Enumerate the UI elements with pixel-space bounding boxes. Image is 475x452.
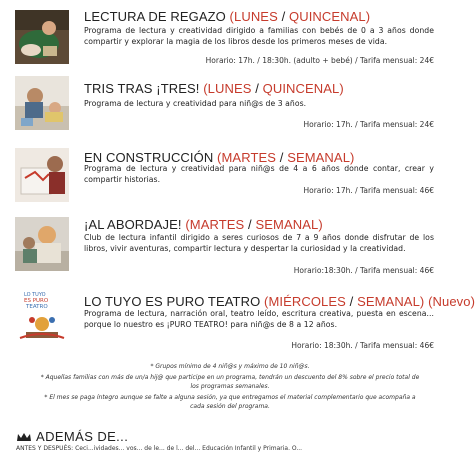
notes: [40, 362, 420, 411]
program-photo: [15, 76, 69, 130]
program-schedule: Horario:18:30h. / Tarifa mensual: 46€: [293, 266, 434, 275]
program-photo: [15, 148, 69, 202]
logo-text-1: LO TUYO: [24, 292, 46, 298]
program-photo: [15, 10, 69, 64]
program-title: LECTURA DE REGAZO (LUNES / QUINCENAL): [84, 9, 371, 24]
program-title: EN CONSTRUCCIÓN (MARTES / SEMANAL): [84, 150, 355, 165]
cut-off-text: ANTES Y DESPUÉS: Ceci...ividades... vos... de le... de l... del... Educación Infantil y Primaria. O...: [16, 445, 303, 452]
program-description: Programa de lectura y creatividad para niñ@s de 3 años.: [84, 99, 307, 108]
program-logo: [14, 286, 70, 346]
program-title: ¡AL ABORDAJE! (MARTES / SEMANAL): [84, 217, 323, 232]
logo-text-3: TEATRO: [26, 304, 48, 310]
program-description: Programa de lectura y creatividad para niñ@s de 4 a 6 años donde contar, crear y compartir historias.: [84, 164, 434, 184]
ademas-section: [16, 427, 128, 446]
ademas-title: ADEMÁS DE...: [36, 429, 129, 444]
program-description: Club de lectura infantil dirigido a seres curiosos de 7 a 9 años donde disfrutar de los libros, vivir aventuras, compartir lectura y despertar la curiosidad y la creatividad.: [84, 233, 434, 253]
program-schedule: Horario: 17h. / Tarifa mensual: 46€: [303, 186, 434, 195]
note-item: * El mes se paga íntegro aunque se falte a alguna sesión, ya que entregamos el material complementario que acompaña a cada sesión del programa.: [44, 394, 416, 410]
program-schedule: Horario: 17h. / Tarifa mensual: 24€: [303, 120, 434, 129]
logo-text-2: ES PURO: [24, 298, 49, 304]
program-description: Programa de lectura y creatividad dirigido a familias con bebés de 0 a 3 años donde compartir y explorar la magia de los libros desde los primeros meses de vida.: [84, 26, 434, 46]
program-title: LO TUYO ES PURO TEATRO (MIÉRCOLES / SEMANAL) (Nuevo): [84, 294, 475, 309]
crown-icon: [16, 427, 32, 446]
program-description: Programa de lectura, narración oral, teatro leído, escritura creativa, puesta en escena... porque lo nuestro es ¡PURO TEATRO! para niñ@s de 8 a 12 años.: [84, 309, 434, 329]
note-item: * Aquellas familias con más de un/a hij@ que participe en un programa, tendrán un descuento del 8% sobre el precio total de los programas semanales.: [40, 374, 420, 390]
program-schedule: Horario: 18:30h. / Tarifa mensual: 46€: [291, 341, 434, 350]
program-title: TRIS TRAS ¡TRES! (LUNES / QUINCENAL): [84, 81, 344, 96]
program-photo: [15, 217, 69, 271]
program-schedule: Horario: 17h. / 18:30h. (adulto + bebé) / Tarifa mensual: 24€: [205, 56, 434, 65]
note-item: * Grupos mínimo de 4 niñ@s y máximo de 10 niñ@s.: [150, 363, 310, 370]
